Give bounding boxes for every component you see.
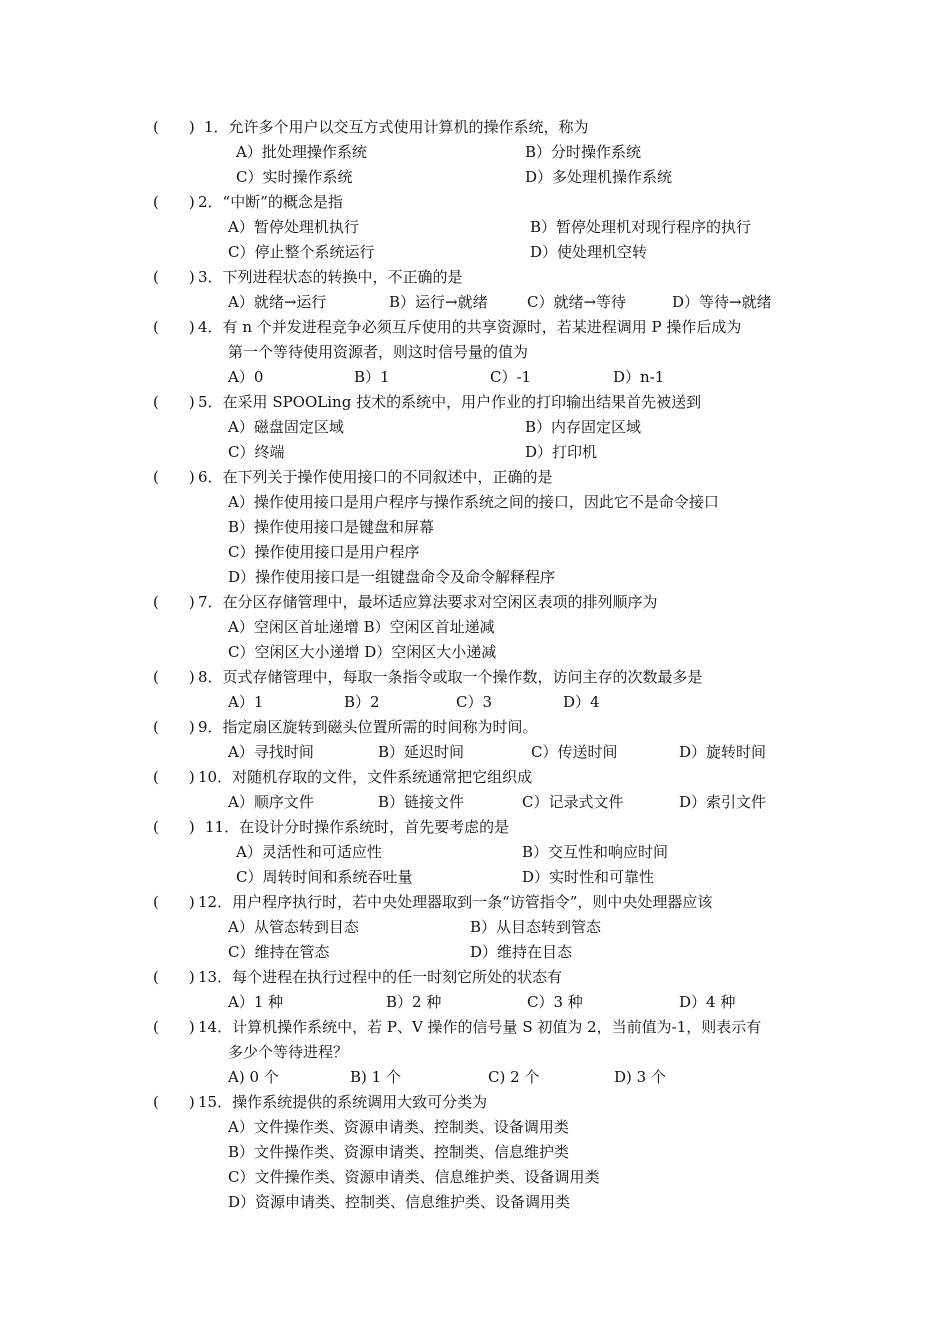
question-15 [0, 1090, 950, 1215]
option-d: D）多处理机操作系统 [525, 168, 673, 186]
option-b: B）交互性和响应时间 [522, 843, 669, 861]
question-14 [0, 1015, 950, 1090]
option-b: B）从目态转到管态 [470, 918, 602, 936]
option-c: C）传送时间 [531, 743, 618, 761]
option-a: A）文件操作类、资源申请类、控制类、设备调用类 [228, 1118, 569, 1136]
option-b: B）2 [344, 693, 380, 711]
question-text: 2．“中断”的概念是指 [198, 193, 343, 211]
question-text: 5．在采用 SPOOLing 技术的系统中，用户作业的打印输出结果首先被送到 [198, 393, 702, 411]
question-text: 12．用户程序执行时，若中央处理器取到一条“访管指令”，则中央处理器应该 [198, 893, 713, 911]
option-b: B）操作使用接口是键盘和屏幕 [228, 518, 435, 536]
question-text: 9．指定扇区旋转到磁头位置所需的时间称为时间。 [198, 718, 538, 736]
question-text: 10．对随机存取的文件，文件系统通常把它组织成 [198, 768, 533, 786]
option-d: D）使处理机空转 [530, 243, 648, 261]
option-d: D）操作使用接口是一组键盘命令及命令解释程序 [228, 568, 556, 586]
question-text: 3．下列进程状态的转换中，不正确的是 [198, 268, 463, 286]
option-b: B）延迟时间 [378, 743, 465, 761]
answer-blank: ( ) [153, 593, 195, 611]
option-d: D）n-1 [613, 368, 665, 386]
question-10 [0, 765, 950, 815]
option-c: C）文件操作类、资源申请类、信息维护类、设备调用类 [228, 1168, 600, 1186]
question-8 [0, 665, 950, 715]
option-c: C）终端 [228, 443, 285, 461]
question-text-continued: 多少个等待进程？ [228, 1043, 349, 1061]
option-d: D）4 [563, 693, 600, 711]
option-a: A）就绪→运行 [228, 293, 327, 311]
option-c: C）维持在管态 [228, 943, 330, 961]
answer-blank: ( ) [153, 1093, 195, 1111]
option-c: C) 2 个 [488, 1068, 540, 1086]
question-1 [0, 115, 950, 190]
option-d: D）等待→就绪 [672, 293, 772, 311]
question-text: 11．在设计分时操作系统时，首先要考虑的是 [205, 818, 510, 836]
question-12 [0, 890, 950, 965]
answer-blank: ( ) [153, 818, 195, 836]
option-c: C）记录式文件 [522, 793, 624, 811]
answer-blank: ( ) [153, 318, 195, 336]
option-d: D）4 种 [679, 993, 736, 1011]
question-text: 15．操作系统提供的系统调用大致可分类为 [198, 1093, 488, 1111]
option-a: A）顺序文件 [228, 793, 314, 811]
option-a: A）灵活性和可适应性 [236, 843, 382, 861]
option-a: A）批处理操作系统 [236, 143, 367, 161]
answer-blank: ( ) [153, 718, 195, 736]
option-d: D）维持在目态 [470, 943, 573, 961]
option-a: A）寻找时间 [228, 743, 314, 761]
answer-blank: ( ) [153, 1018, 195, 1036]
answer-blank: ( ) [153, 468, 195, 486]
option-c: C）周转时间和系统吞吐量 [236, 868, 413, 886]
question-text-continued: 第一个等待使用资源者，则这时信号量的值为 [228, 343, 529, 361]
option-b: B）1 [354, 368, 390, 386]
question-7 [0, 590, 950, 665]
option-d: D）实时性和可靠性 [522, 868, 655, 886]
option-d: D) 3 个 [614, 1068, 666, 1086]
option-a: A）1 [228, 693, 264, 711]
option-a: A）1 种 [228, 993, 284, 1011]
option-b: B）内存固定区域 [525, 418, 642, 436]
option-c: C）3 种 [527, 993, 583, 1011]
option-b: B）链接文件 [378, 793, 465, 811]
option-c: C）-1 [490, 368, 532, 386]
answer-blank: ( ) [153, 668, 195, 686]
question-text: 1．允许多个用户以交互方式使用计算机的操作系统，称为 [204, 118, 589, 136]
question-text: 14．计算机操作系统中，若 P、V 操作的信号量 S 初值为 2，当前值为-1，则表示有 [198, 1018, 762, 1036]
option-c: C）就绪→等待 [527, 293, 627, 311]
question-9 [0, 715, 950, 765]
question-text: 8．页式存储管理中，每取一条指令或取一个操作数，访问主存的次数最多是 [198, 668, 703, 686]
option-d: D）旋转时间 [679, 743, 767, 761]
option-a: A）从管态转到目态 [228, 918, 359, 936]
option-a: A）暂停处理机执行 [228, 218, 359, 236]
question-text: 4．有 n 个并发进程竞争必须互斥使用的共享资源时，若某进程调用 P 操作后成为 [198, 318, 742, 336]
option-a: A) 0 个 [228, 1068, 279, 1086]
option-a: A）0 [228, 368, 264, 386]
answer-blank: ( ) [153, 268, 195, 286]
option-b: B）文件操作类、资源申请类、控制类、信息维护类 [228, 1143, 570, 1161]
option-d: D）索引文件 [679, 793, 767, 811]
question-5 [0, 390, 950, 465]
option-b: B) 1 个 [350, 1068, 401, 1086]
question-4 [0, 315, 950, 390]
question-text: 13．每个进程在执行过程中的任一时刻它所处的状态有 [198, 968, 563, 986]
option-d: D）资源申请类、控制类、信息维护类、设备调用类 [228, 1193, 571, 1211]
option-c-d: C）空闲区大小递增 D）空闲区大小递减 [228, 643, 497, 661]
answer-blank: ( ) [153, 193, 195, 211]
answer-blank: ( ) [153, 768, 195, 786]
answer-blank: ( ) [153, 393, 195, 411]
question-3 [0, 265, 950, 315]
option-a: A）操作使用接口是用户程序与操作系统之间的接口，因此它不是命令接口 [228, 493, 719, 511]
option-b: B）暂停处理机对现行程序的执行 [530, 218, 752, 236]
answer-blank: ( ) [153, 893, 195, 911]
option-c: C）操作使用接口是用户程序 [228, 543, 420, 561]
question-13 [0, 965, 950, 1015]
option-b: B）分时操作系统 [525, 143, 642, 161]
answer-blank: ( ) [153, 118, 195, 136]
option-b: B）运行→就绪 [389, 293, 488, 311]
option-a-b: A）空闲区首址递增 B）空闲区首址递减 [228, 618, 495, 636]
option-c: C）3 [456, 693, 493, 711]
answer-blank: ( ) [153, 968, 195, 986]
question-2 [0, 190, 950, 265]
question-11 [0, 815, 950, 890]
option-d: D）打印机 [525, 443, 598, 461]
question-list [0, 115, 950, 1215]
option-b: B）2 种 [386, 993, 442, 1011]
question-text: 7．在分区存储管理中，最坏适应算法要求对空闲区表项的排列顺序为 [198, 593, 658, 611]
option-c: C）停止整个系统运行 [228, 243, 375, 261]
option-c: C）实时操作系统 [236, 168, 353, 186]
option-a: A）磁盘固定区域 [228, 418, 344, 436]
question-6 [0, 465, 950, 590]
question-text: 6．在下列关于操作使用接口的不同叙述中，正确的是 [198, 468, 553, 486]
